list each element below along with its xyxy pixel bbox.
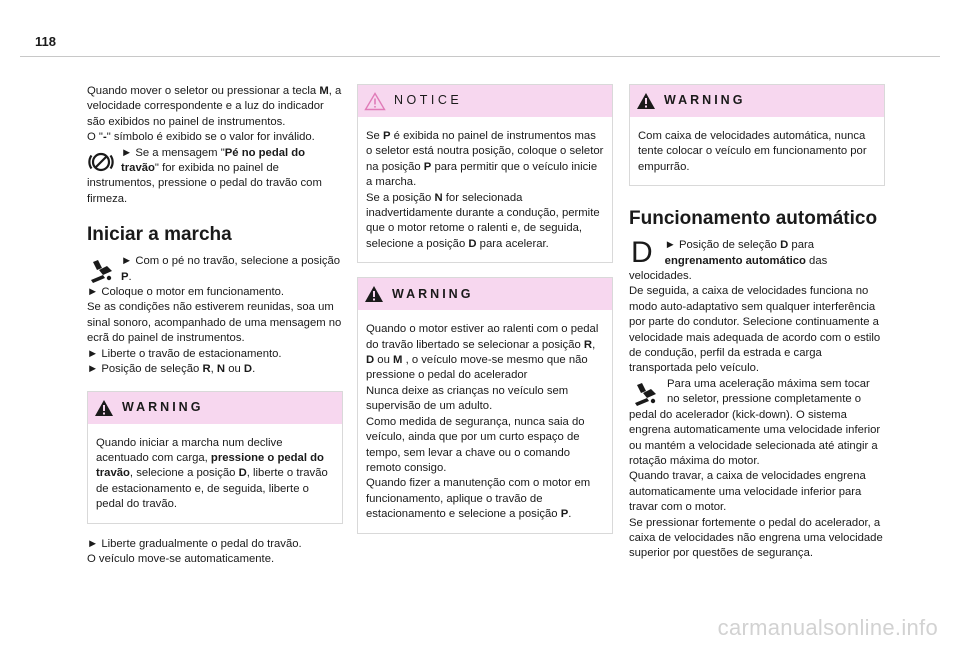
paragraph: Com caixa de velocidades automática, nunca tente colocar o veículo em funcionamento por empurrão. (638, 130, 867, 173)
paragraph: O "-" símbolo é exibido se o valor for inválido. (87, 131, 315, 144)
warning-box (87, 391, 343, 524)
paragraph: Para uma aceleração máxima sem tocar no seletor, pressione completamente o pedal do acelerador (kick-down). O sistema engrena automaticamente uma velocidade inferior ou mantém a velocidade selecionada até atingir a rotação máxima do motor. (629, 377, 881, 467)
notice-triangle-icon (364, 92, 386, 111)
warning-body (88, 424, 342, 523)
brake-warning-icon (87, 148, 115, 176)
notice-box-header (358, 85, 612, 117)
paragraph: ► Com o pé no travão, selecione a posição P. (87, 254, 343, 285)
warning-box (629, 84, 885, 186)
paragraph: Nunca deixe as crianças no veículo sem supervisão de um adulto. (366, 384, 569, 413)
header-divider (20, 56, 940, 57)
paragraph: ► Posição de seleção R, N ou D. (87, 363, 256, 376)
paragraph: Se as condições não estiverem reunidas, soa um sinal sonoro, acompanhado de uma mensagem no ecrã do painel de instrumentos. (87, 301, 342, 345)
paragraph: O veículo move-se automaticamente. (87, 552, 275, 565)
warning-title: WARNING (664, 93, 746, 108)
column-2 (357, 84, 613, 534)
section-heading-start: Iniciar a marcha (87, 224, 232, 246)
paragraph: D ► Posição de seleção D para engrenamento automático das velocidades. (629, 236, 828, 283)
foot-pedal-icon (629, 379, 661, 407)
warning-triangle-icon (636, 92, 656, 110)
paragraph: Quando o motor estiver ao ralenti com o pedal do travão libertado se selecionar a posição R, D ou M , o veículo move-se mesmo que não pressione o pedal do acelerador (366, 323, 599, 382)
warning-box-header (358, 278, 612, 310)
paragraph: Quando mover o seletor ou pressionar a tecla M, a velocidade correspondente e a luz do indicador são exibidos no painel de instrumentos. (87, 85, 342, 128)
warning-triangle-icon (94, 399, 114, 417)
paragraph: ► Liberte o travão de estacionamento. (87, 347, 282, 360)
paragraph: Se a posição N for selecionada inadvertidamente durante a condução, permite que o motor retome o ralenti e, de seguida, selecione a posição D para acelerar. (366, 191, 600, 250)
paragraph: Como medida de segurança, nunca saia do veículo, ainda que por um curto espaço de tempo, sem levar a chave ou o comando remoto consigo. (366, 415, 585, 474)
warning-title: WARNING (392, 286, 474, 301)
warning-title: WARNING (122, 399, 204, 414)
paragraph: Quando travar, a caixa de velocidades engrena automaticamente uma velocidade inferior para travar com o motor. (629, 470, 866, 514)
foot-pedal-icon (87, 256, 115, 284)
warning-body (630, 117, 884, 185)
warning-body (358, 310, 612, 532)
notice-title: NOTICE (394, 93, 463, 108)
warning-box (357, 277, 613, 533)
warning-box-header (88, 392, 342, 424)
warning-triangle-icon (364, 285, 384, 303)
column-3 (629, 84, 885, 562)
paragraph: Se pressionar fortemente o pedal do acelerador, a caixa de velocidades não engrena uma velocidade superior por questões de segurança. (629, 516, 883, 560)
notice-box (357, 84, 613, 263)
paragraph: ► Liberte gradualmente o pedal do travão. (87, 537, 302, 550)
section-heading-auto: Funcionamento automático (629, 208, 878, 230)
paragraph: Quando iniciar a marcha num declive acentuado com carga, pressione o pedal do travão, selecione a posição D, liberte o travão de estacionamento e, de seguida, liberte o pedal do travão. (96, 436, 328, 511)
watermark: carmanualsonline.info (717, 615, 938, 640)
paragraph: Se P é exibida no painel de instrumentos mas o seletor está noutra posição, coloque o seletor na posição P para permitir que o veículo inicie a marcha. (366, 130, 604, 189)
warning-box-header (630, 85, 884, 117)
column-1 (87, 84, 343, 567)
paragraph: Quando fizer a manutenção com o motor em funcionamento, aplique o travão de estacionamento e selecione a posição P. (366, 477, 591, 521)
gear-d-symbol: D (631, 236, 653, 270)
paragraph: ► Coloque o motor em funcionamento. (87, 286, 285, 299)
notice-body (358, 117, 612, 262)
paragraph: ► Se a mensagem "Pé no pedal do travão" for exibida no painel de instrumentos, pressione o pedal do travão com firmeza. (87, 146, 322, 205)
page-number: 118 (35, 34, 56, 49)
paragraph: De seguida, a caixa de velocidades funciona no modo auto-adaptativo sem qualquer interferência por parte do condutor. Selecione continuamente a velocidade mais adequada de acordo com o estilo de condução, perfil da estrada e carga transportada pelo veículo. (629, 285, 881, 375)
